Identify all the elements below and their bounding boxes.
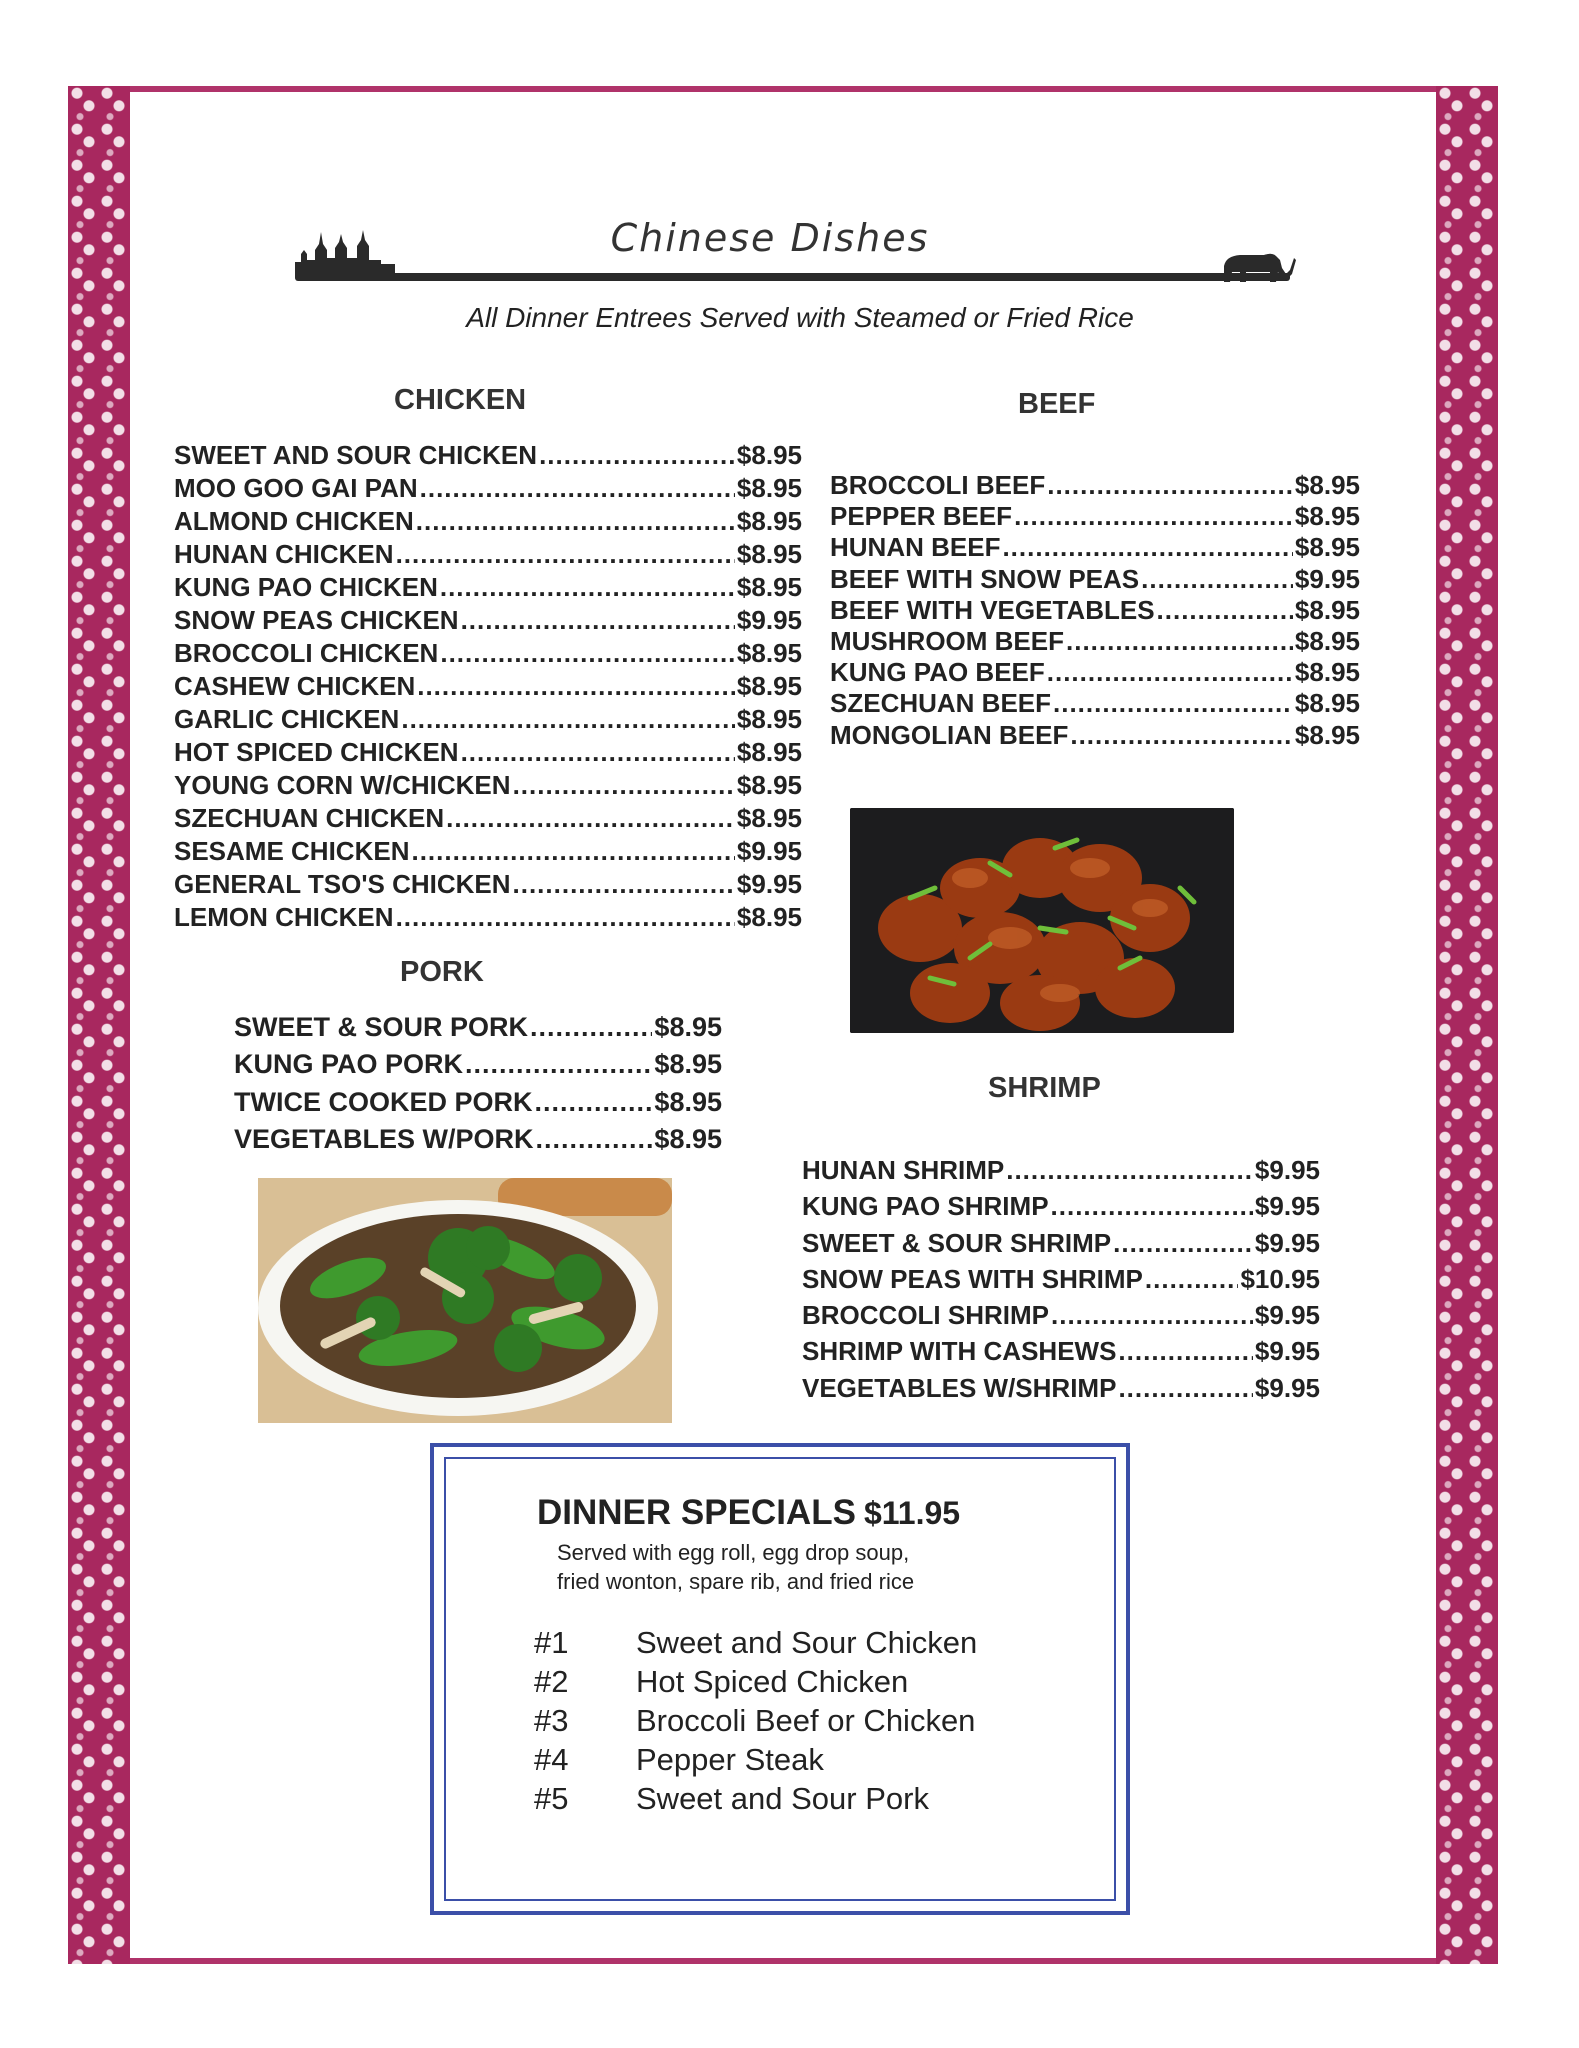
menu-item [830,501,1360,532]
dot-leader [1014,501,1293,532]
special-name: Sweet and Sour Chicken [636,1625,978,1660]
dish-name: HUNAN CHICKEN [174,539,394,569]
dish-price: $9.95 [1254,1336,1320,1367]
dot-leader [1002,532,1292,563]
dot-leader [1047,470,1293,501]
dish-name: SESAME CHICKEN [174,836,410,866]
menu-item [174,506,802,539]
dish-name: BROCCOLI BEEF [830,470,1046,500]
dish-price: $9.95 [736,869,802,899]
dot-leader [513,869,735,900]
sauced-chicken-dish-illustration [850,808,1234,1033]
menu-item [830,470,1360,501]
menu-item [830,720,1360,751]
menu-item [802,1373,1320,1409]
dish-price: $8.95 [736,638,802,668]
menu-item [174,902,802,935]
pork-heading: PORK [400,956,484,988]
special-item [534,1625,977,1664]
temple-skyline-icon [295,228,395,278]
menu-item [802,1191,1320,1227]
menu-item [830,564,1360,595]
dish-price: $9.95 [736,605,802,635]
menu-item [802,1336,1320,1372]
special-item [534,1664,977,1703]
dish-name: KUNG PAO BEEF [830,657,1045,688]
dot-leader [1006,1155,1253,1186]
menu-item [174,803,802,836]
dish-name: MUSHROOM BEEF [830,625,1064,656]
dish-price: $9.95 [736,836,802,866]
dish-price: $9.95 [1254,1191,1320,1222]
chicken-heading: CHICKEN [394,384,527,416]
dish-name: HOT SPICED CHICKEN [174,737,459,767]
pork-menu-list [234,1012,722,1161]
special-number: #3 [534,1703,569,1738]
dish-name: HUNAN BEEF [830,532,1001,563]
dot-leader [1051,1191,1253,1222]
menu-item [802,1155,1320,1191]
dot-leader [539,440,735,471]
menu-item [830,626,1360,657]
menu-item [174,605,802,638]
special-number: #2 [534,1664,569,1699]
dish-price: $10.95 [1240,1263,1320,1294]
dish-name: KUNG PAO SHRIMP [802,1191,1049,1222]
menu-item [174,737,802,770]
dish-name: TWICE COOKED PORK [234,1086,533,1117]
dish-price: $8.95 [736,473,802,503]
dot-leader [440,638,735,669]
dish-price: $9.95 [1254,1372,1320,1403]
dinner-specials-description: Served with egg roll, egg drop soup, fried wonton, spare rib, and fried rice [557,1540,915,1594]
beef-menu-list [830,470,1360,751]
dish-name: SHRIMP WITH CASHEWS [802,1336,1117,1367]
beef-heading: BEEF [1018,388,1096,420]
page-subtitle: All Dinner Entrees Served with Steamed or Fried Rice [466,302,1134,333]
dot-leader [420,473,735,504]
dot-leader [1070,720,1293,751]
dish-name: BROCCOLI SHRIMP [802,1300,1049,1331]
dish-price: $9.95 [1254,1155,1320,1185]
dish-price: $8.95 [1294,594,1360,625]
dish-price: $8.95 [736,506,802,536]
dish-price: $9.95 [1254,1300,1320,1331]
dot-leader [416,506,735,537]
special-name: Pepper Steak [636,1742,824,1777]
menu-item [174,770,802,803]
menu-item [174,836,802,869]
dish-price: $8.95 [736,572,802,602]
dot-leader [1118,1336,1253,1367]
header-rule [295,273,1290,281]
menu-item [802,1300,1320,1336]
menu-item [830,657,1360,688]
dish-name: SNOW PEAS WITH SHRIMP [802,1263,1143,1294]
dot-leader [417,671,735,702]
dish-price: $8.95 [736,803,802,833]
menu-item [234,1124,722,1161]
dot-leader [1051,1300,1253,1331]
dot-leader [461,605,735,636]
dish-name: BROCCOLI CHICKEN [174,638,439,668]
menu-item [174,539,802,572]
menu-item [830,532,1360,563]
dot-leader [396,539,735,570]
dish-price: $8.95 [736,704,802,734]
dinner-specials-list [534,1625,977,1820]
dish-name: PEPPER BEEF [830,501,1013,532]
dish-price: $8.95 [1294,470,1360,500]
dish-price: $8.95 [736,671,802,701]
specials-price: $11.95 [863,1495,961,1531]
menu-item [174,671,802,704]
dish-name: YOUNG CORN W/CHICKEN [174,770,511,800]
dish-price: $8.95 [654,1123,722,1154]
special-name: Hot Spiced Chicken [636,1664,909,1699]
dish-price: $8.95 [654,1049,722,1080]
menu-item [234,1087,722,1124]
shrimp-heading: SHRIMP [988,1072,1101,1104]
dot-leader [461,737,735,768]
menu-item [234,1012,722,1049]
dish-price: $8.95 [1294,625,1360,656]
menu-item [802,1228,1320,1264]
dish-price: $8.95 [654,1012,722,1042]
dish-price: $8.95 [654,1086,722,1117]
menu-item [830,688,1360,719]
special-number: #4 [534,1742,569,1777]
special-number: #1 [534,1625,569,1660]
menu-item [174,638,802,671]
dinner-specials-title [537,1493,960,1533]
menu-item [174,440,802,473]
menu-item [830,595,1360,626]
special-name: Sweet and Sour Pork [636,1781,929,1816]
dish-name: HUNAN SHRIMP [802,1155,1005,1185]
menu-item [174,473,802,506]
dish-name: LEMON CHICKEN [174,902,394,932]
dot-leader [1113,1228,1253,1259]
dot-leader [1145,1264,1239,1295]
dot-leader [530,1012,652,1043]
dish-name: ALMOND CHICKEN [174,506,414,536]
dish-name: GENERAL TSO'S CHICKEN [174,869,511,899]
special-number: #5 [534,1781,569,1816]
menu-item [234,1049,722,1086]
menu-item [802,1264,1320,1300]
special-item [534,1742,977,1781]
dot-leader [1157,595,1293,626]
dish-name: VEGETABLES W/PORK [234,1123,534,1154]
dish-name: CASHEW CHICKEN [174,671,416,701]
dot-leader [411,836,734,867]
dot-leader [440,572,735,603]
dish-name: SZECHUAN BEEF [830,688,1052,719]
special-item [534,1703,977,1742]
dish-price: $8.95 [1294,719,1360,750]
menu-item [174,869,802,902]
dish-price: $8.95 [1294,501,1360,532]
menu-item [174,572,802,605]
dot-leader [465,1049,652,1080]
chicken-menu-list [174,440,802,935]
dish-name: VEGETABLES W/SHRIMP [802,1372,1117,1403]
dish-price: $8.95 [736,539,802,569]
dish-price: $8.95 [736,770,802,800]
dish-price: $8.95 [1294,657,1360,688]
dot-leader [1053,688,1293,719]
dish-price: $8.95 [736,440,802,470]
special-item [534,1781,977,1820]
dish-name: KUNG PAO CHICKEN [174,572,438,602]
dish-price: $9.95 [1254,1227,1320,1258]
shrimp-menu-list [802,1155,1320,1409]
dish-name: BEEF WITH SNOW PEAS [830,563,1140,594]
dish-price: $8.95 [1294,532,1360,563]
page-title: Chinese Dishes [610,216,930,260]
dot-leader [1141,564,1293,595]
dot-leader [1118,1373,1252,1404]
specials-title-text: DINNER SPECIALS [537,1493,856,1532]
dot-leader [396,902,735,933]
dot-leader [536,1124,653,1155]
dot-leader [1047,657,1293,688]
dish-price: $8.95 [1294,688,1360,719]
dot-leader [513,770,735,801]
dot-leader [446,803,735,834]
dish-name: SZECHUAN CHICKEN [174,803,445,833]
dish-price: $8.95 [736,737,802,767]
dish-name: MONGOLIAN BEEF [830,719,1069,750]
dish-name: SWEET & SOUR PORK [234,1012,529,1042]
stir-fry-vegetables-illustration [258,1178,672,1423]
menu-item [174,704,802,737]
dish-price: $9.95 [1294,563,1360,594]
dish-name: GARLIC CHICKEN [174,704,400,734]
elephant-icon [1220,246,1298,286]
dish-price: $8.95 [736,902,802,932]
dish-name: KUNG PAO PORK [234,1049,464,1080]
dot-leader [535,1087,653,1118]
dish-name: MOO GOO GAI PAN [174,473,418,503]
dot-leader [1066,626,1293,657]
dinner-specials-box [430,1443,1130,1915]
special-name: Broccoli Beef or Chicken [636,1703,976,1738]
dot-leader [401,704,735,735]
dish-name: BEEF WITH VEGETABLES [830,594,1155,625]
sauced-chicken-dish-photo [850,808,1234,1033]
dish-name: SNOW PEAS CHICKEN [174,605,459,635]
stir-fry-vegetables-photo [258,1178,672,1423]
dish-name: SWEET AND SOUR CHICKEN [174,440,538,470]
dish-name: SWEET & SOUR SHRIMP [802,1227,1112,1258]
